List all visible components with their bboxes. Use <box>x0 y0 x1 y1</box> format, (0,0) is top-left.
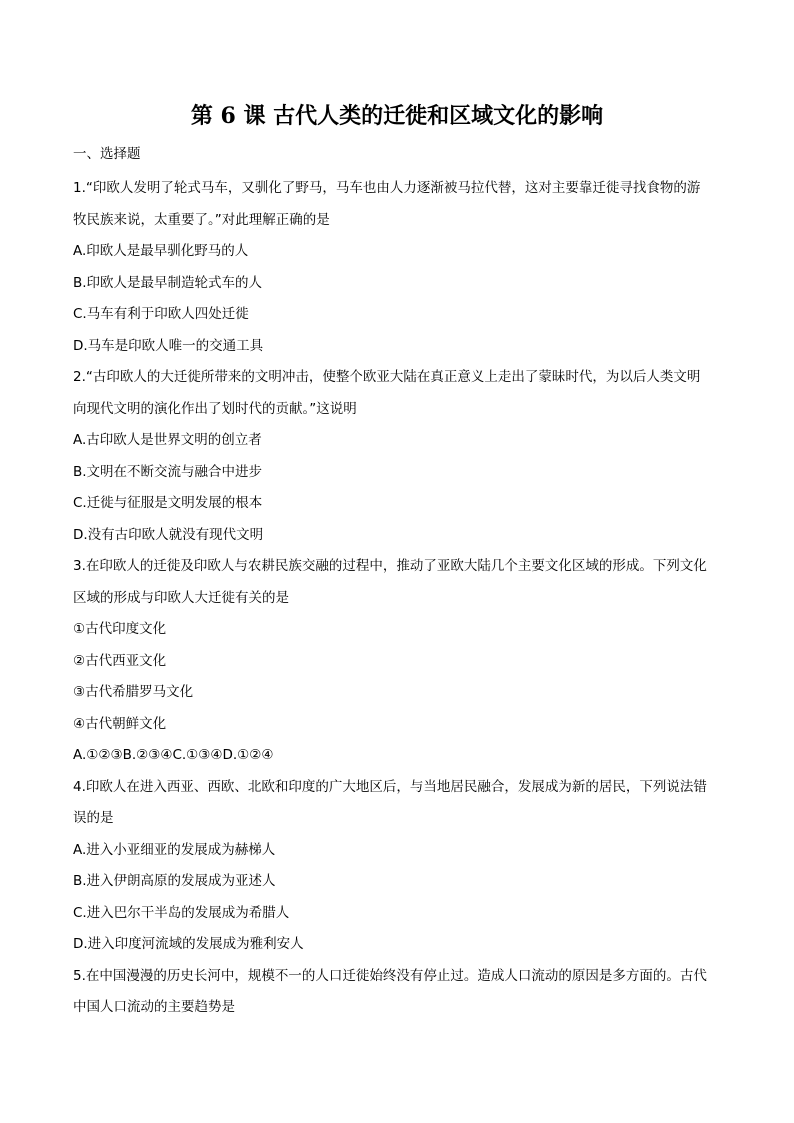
question-stem-line: 5.在中国漫漫的历史长河中，规模不一的人口迁徙始终没有停止过。造成人口流动的原因是多方面的。古代 <box>73 967 707 984</box>
question-stem-line: 牧民族来说，太重要了。”对此理解正确的是 <box>73 211 330 228</box>
question-stem-line: ②古代西亚文化 <box>73 652 167 669</box>
answer-option: D.进入印度河流域的发展成为雅利安人 <box>73 936 304 952</box>
page-title: 第 6 课 古代人类的迁徙和区域文化的影响 <box>190 103 604 129</box>
question-stem-line: 3.在印欧人的迁徙及印欧人与农耕民族交融的过程中，推动了亚欧大陆几个主要文化区域的形成。下列文化 <box>73 558 707 574</box>
question-stem-line: 区域的形成与印欧人大迁徙有关的是 <box>73 589 289 606</box>
question-1 <box>73 173 723 362</box>
question-stem-line: 中国人口流动的主要趋势是 <box>73 999 235 1015</box>
question-stem-line: 4.印欧人在进入西亚、西欧、北欧和印度的广大地区后，与当地居民融合，发展成为新的居民，下列说法错 <box>73 778 707 795</box>
question-list <box>73 173 723 1024</box>
answer-option: B.印欧人是最早制造轮式车的人 <box>73 274 263 291</box>
answer-option: A.印欧人是最早驯化野马的人 <box>73 243 249 259</box>
answer-option: A.①②③B.②③④C.①③④D.①②④ <box>73 747 274 763</box>
answer-option: D.马车是印欧人唯一的交通工具 <box>73 337 264 354</box>
answer-option: C.进入巴尔干半岛的发展成为希腊人 <box>73 904 290 921</box>
question-stem-line: ④古代朝鲜文化 <box>73 715 167 732</box>
answer-option: A.进入小亚细亚的发展成为赫梯人 <box>73 841 276 858</box>
question-stem-line: 误的是 <box>73 810 114 826</box>
answer-option: D.没有古印欧人就没有现代文明 <box>73 526 264 543</box>
question-stem-line: ①古代印度文化 <box>73 621 167 637</box>
answer-option: B.文明在不断交流与融合中进步 <box>73 463 263 480</box>
question-2 <box>73 362 723 551</box>
question-stem-line: 2.“古印欧人的大迁徙所带来的文明冲击，使整个欧亚大陆在真正意义上走出了蒙昧时代，为以后人类文明 <box>73 369 701 385</box>
question-stem-line: 1.“印欧人发明了轮式马车，又驯化了野马，马车也由人力逐渐被马拉代替，这对主要靠迁徙寻找食物的游 <box>73 180 701 196</box>
question-3 <box>73 551 723 772</box>
answer-option: B.进入伊朗高原的发展成为亚述人 <box>73 873 276 889</box>
answer-option: A.古印欧人是世界文明的创立者 <box>73 432 262 448</box>
section-heading: 一、选择题 <box>73 146 141 162</box>
question-5 <box>73 961 723 1024</box>
answer-option: C.迁徙与征服是文明发展的根本 <box>73 495 263 511</box>
answer-option: C.马车有利于印欧人四处迁徙 <box>73 306 249 322</box>
question-stem-line: 向现代文明的演化作出了划时代的贡献。”这说明 <box>73 400 357 417</box>
question-stem-line: ③古代希腊罗马文化 <box>73 684 194 700</box>
question-4 <box>73 772 723 961</box>
